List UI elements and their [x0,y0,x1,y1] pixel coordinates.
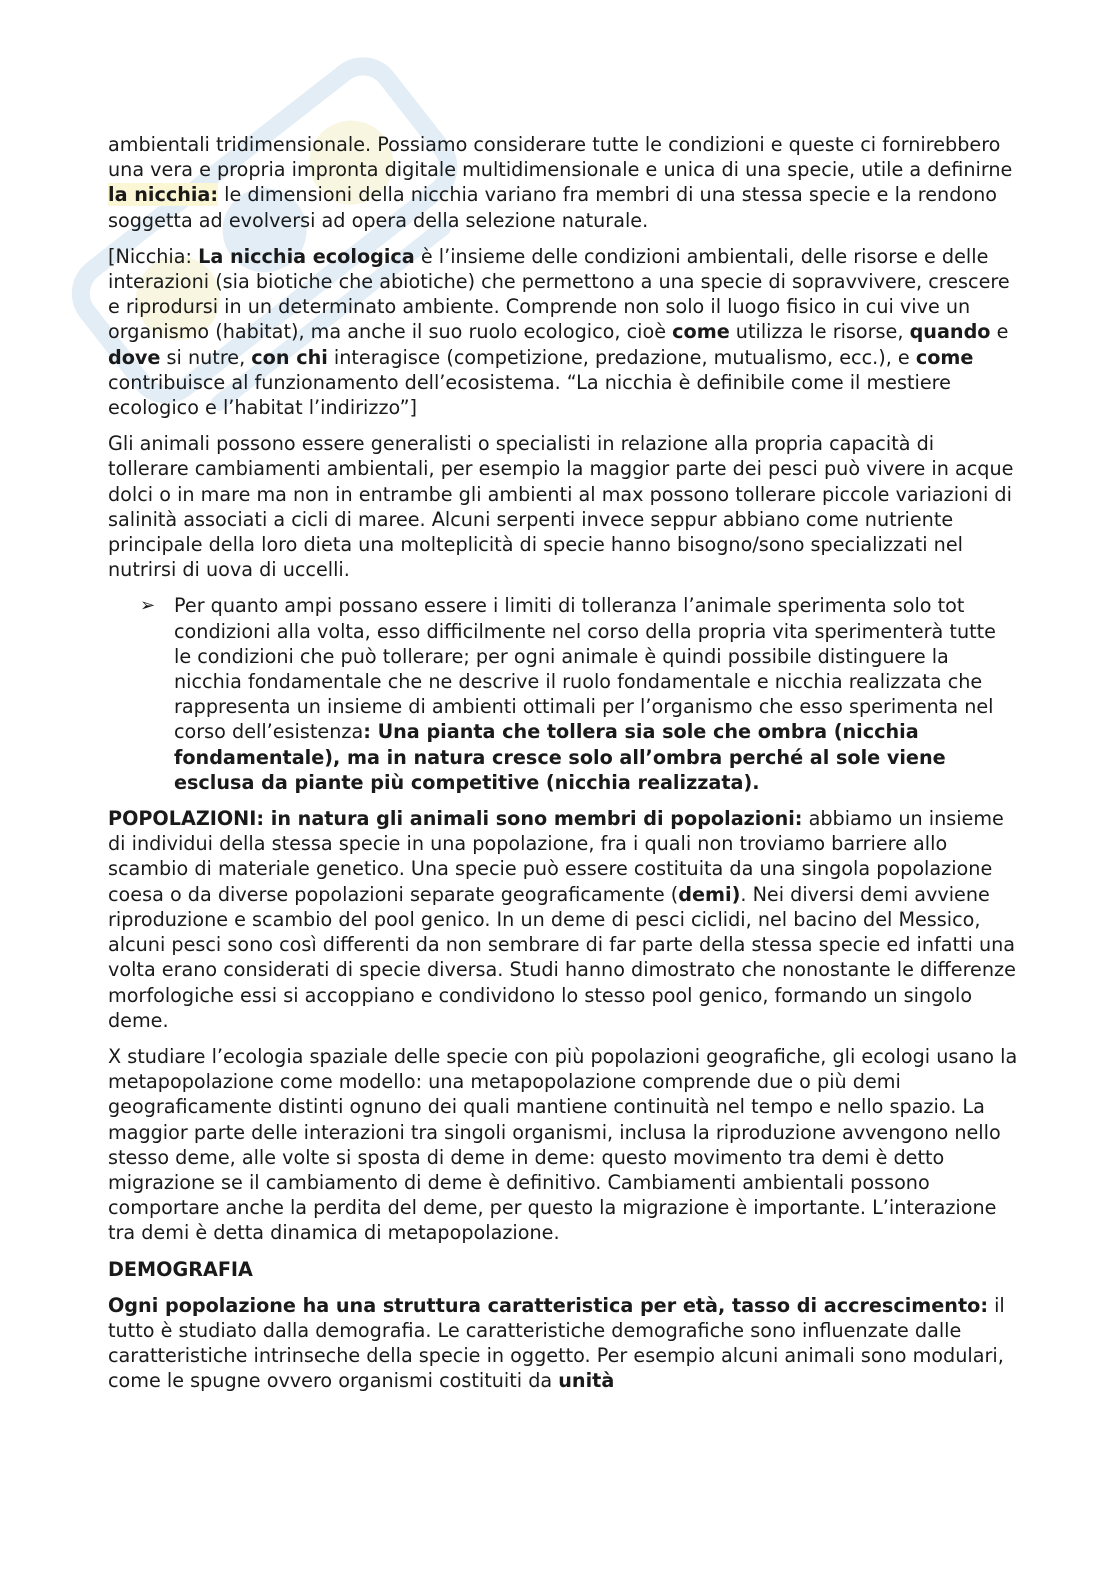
paragraph-nicchia-intro: ambientali tridimensionale. Possiamo considerare tutte le condizioni e queste ci fornirebbero una vera e propria impronta digitale multidimensionale e unica di una specie, utile a definirne la nicchia: le dimensioni della nicchia variano fra membri di una stessa specie e la rendono soggetta ad evolversi ad opera della selezione naturale. [108,133,1013,232]
bold-la-nicchia: la nicchia: [108,183,219,207]
paragraph-metapopolazione: X studiare l’ecologia spaziale delle specie con più popolazioni geografiche, gli ecologi usano la metapopolazione come modello: una metapopolazione comprende due o più demi geograficamente distinti ognuno dei quali mantiene continuità nel tempo e nello spazio. La maggior parte delle interazioni tra singoli organismi, inclusa la riproduzione avvengono nello stesso deme, alle volte si sposta di deme in deme: questo movimento tra demi è detto migrazione se il cambiamento di deme è definitivo. Cambiamenti ambientali possono comportare anche la perdita del deme, per questo la migrazione è importante. L’interazione tra demi è detta dinamica di metapopolazione. [108,1044,1018,1245]
arrow-bullet-icon: ➢ [140,595,156,617]
bullet-nicchia-fondamentale: ➢ Per quanto ampi possano essere i limiti di tolleranza l’animale sperimenta solo tot condizioni alla volta, esso difficilmente nel corso della propria vita sperimenterà tutte le condizioni che può tollerare; per ogni animale è quindi possibile distinguere la nicchia fondamentale che ne descrive il ruolo fondamentale e nicchia realizzata che rappresenta un insieme di ambienti ottimali per l’organismo che esso sperimenta nel corso dell’esistenza: Una pianta che tollera sia sole che ombra (nicchia fondamentale), ma in natura cresce solo all’ombra perché al sole viene esclusa da piante più competitive (nicchia realizzata). [108,593,1018,795]
paragraph-generalisti-specialisti: Gli animali possono essere generalisti o specialisti in relazione alla propria capacità di tollerare cambiamenti ambientali, per esempio la maggior parte dei pesci può vivere in acque dolci o in mare ma non in entrambe gli ambienti al max possono tollerare piccole variazioni di salinità associati a cicli di maree. Alcuni serpenti invece seppur abbiano come nutriente principale della loro dieta una molteplicità di specie hanno bisogno/sono specializzati nel nutrirsi di uova di uccelli. [108,432,1014,582]
document-page [108,132,1018,1405]
paragraph-popolazioni: POPOLAZIONI: in natura gli animali sono membri di popolazioni: abbiamo un insieme di individui della stessa specie in una popolazione, fra i quali non troviamo barriere allo scambio di materiale genetico. Una specie può essere costituita da una singola popolazione coesa o da diverse popolazioni separate geograficamente (demi). Nei diversi demi avviene riproduzione e scambio del pool genico. In un deme di pesci ciclidi, nel bacino del Messico, alcuni pesci sono così differenti da non sembrare di far parte della stessa specie ed infatti una volta erano considerati di specie diversa. Studi hanno dimostrato che nonostante le differenze morfologiche essi si accoppiano e condividono lo stesso pool genico, formando un singolo deme. [108,807,1016,1032]
heading-demografia: DEMOGRAFIA [108,1257,253,1281]
paragraph-nicchia-definition: [Nicchia: La nicchia ecologica è l’insieme delle condizioni ambientali, delle risorse e delle interazioni (sia biotiche che abiotiche) che permettono a una specie di sopravvivere, crescere e riprodursi in un determinato ambiente. Comprende non solo il luogo fisico in cui vive un organismo (habitat), ma anche il suo ruolo ecologico, cioè come utilizza le risorse, quando e dove si nutre, con chi interagisce (competizione, predazione, mutualismo, ecc.), e come contribuisce al funzionamento dell’ecosistema. “La nicchia è definibile come il mestiere ecologico e l’habitat l’indirizzo”] [108,244,1010,420]
paragraph-demografia: Ogni popolazione ha una struttura caratteristica per età, tasso di accrescimento: il tutto è studiato dalla demografia. Le caratteristiche demografiche sono influenzate dalle caratteristiche intrinseche della specie in oggetto. Per esempio alcuni animali sono modulari, come le spugne ovvero organismi costituiti da unità [108,1293,1005,1393]
